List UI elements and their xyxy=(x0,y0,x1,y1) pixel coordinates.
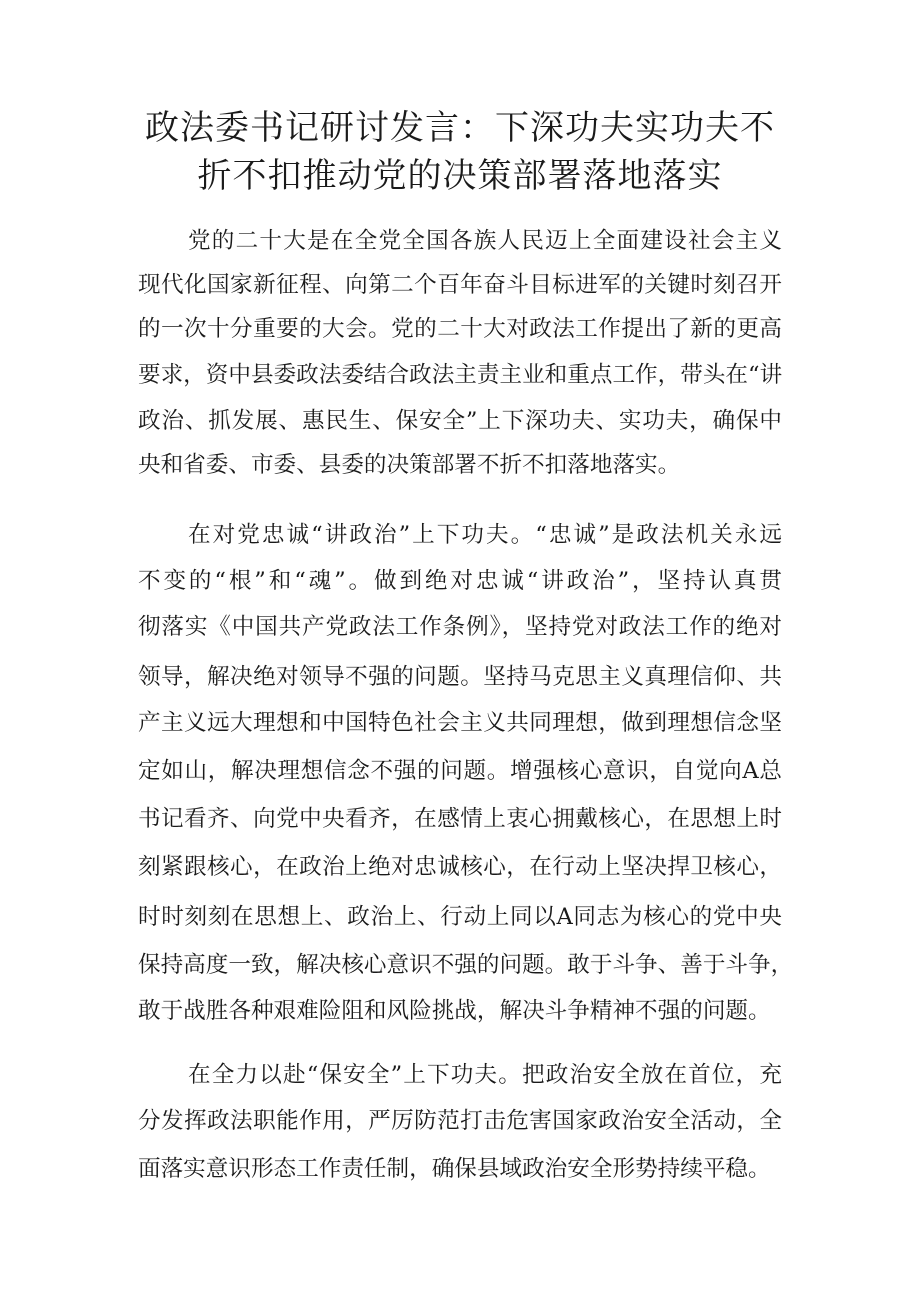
document-title-line-1: 政法委书记研讨发言：下深功夫实功夫不 xyxy=(145,108,775,148)
paragraph-1-line-5: 政治、抓发展、惠民生、保安全”上下深功夫、实功夫，确保中 xyxy=(138,408,782,434)
paragraph-3-line-1: 在全力以赴“保安全”上下功夫。把政治安全放在首位，充 xyxy=(188,1062,782,1088)
paragraph-2-line-3: 彻落实《中国共产党政法工作条例》，坚持党对政法工作的绝对 xyxy=(138,614,782,640)
document-title-line-2: 折不扣推动党的决策部署落地落实 xyxy=(197,156,723,196)
paragraph-2-line-5: 产主义远大理想和中国特色社会主义共同理想，做到理想信念坚 xyxy=(138,710,782,736)
paragraph-1-line-2: 现代化国家新征程、向第二个百年奋斗目标进军的关键时刻召开 xyxy=(138,272,782,298)
paragraph-2-line-8: 刻紧跟核心，在政治上绝对忠诚核心，在行动上坚决捍卫核心， xyxy=(138,854,782,880)
paragraph-2-line-1: 在对党忠诚“讲政治”上下功夫。“忠诚”是政法机关永远 xyxy=(188,522,782,548)
paragraph-2-line-6: 定如山，解决理想信念不强的问题。增强核心意识，自觉向A总 xyxy=(138,758,782,784)
paragraph-2-line-4: 领导，解决绝对领导不强的问题。坚持马克思主义真理信仰、共 xyxy=(138,664,782,690)
paragraph-1-line-6: 央和省委、市委、县委的决策部署不折不扣落地落实。 xyxy=(138,452,681,478)
paragraph-1-line-1: 党的二十大是在全党全国各族人民迈上全面建设社会主义 xyxy=(188,228,782,254)
paragraph-1-line-3: 的一次十分重要的大会。党的二十大对政法工作提出了新的更高 xyxy=(138,316,782,342)
paragraph-2-line-2: 不变的“根”和“魂”。做到绝对忠诚“讲政治”，坚持认真贯 xyxy=(138,568,782,594)
paragraph-3-line-2: 分发挥政法职能作用，严厉防范打击危害国家政治安全活动，全 xyxy=(138,1108,782,1134)
paragraph-2-line-7: 书记看齐、向党中央看齐，在感情上衷心拥戴核心，在思想上时 xyxy=(138,806,782,832)
paragraph-2-line-10: 保持高度一致，解决核心意识不强的问题。敢于斗争、善于斗争， xyxy=(138,952,794,978)
paragraph-1-line-4: 要求，资中县委政法委结合政法主责主业和重点工作，带头在“讲 xyxy=(138,362,783,388)
paragraph-2-line-11: 敢于战胜各种艰难险阻和风险挑战，解决斗争精神不强的问题。 xyxy=(138,998,771,1024)
paragraph-3-line-3: 面落实意识形态工作责任制，确保县域政治安全形势持续平稳。 xyxy=(138,1156,771,1182)
paragraph-2-line-9: 时时刻刻在思想上、政治上、行动上同以A同志为核心的党中央 xyxy=(138,904,782,930)
